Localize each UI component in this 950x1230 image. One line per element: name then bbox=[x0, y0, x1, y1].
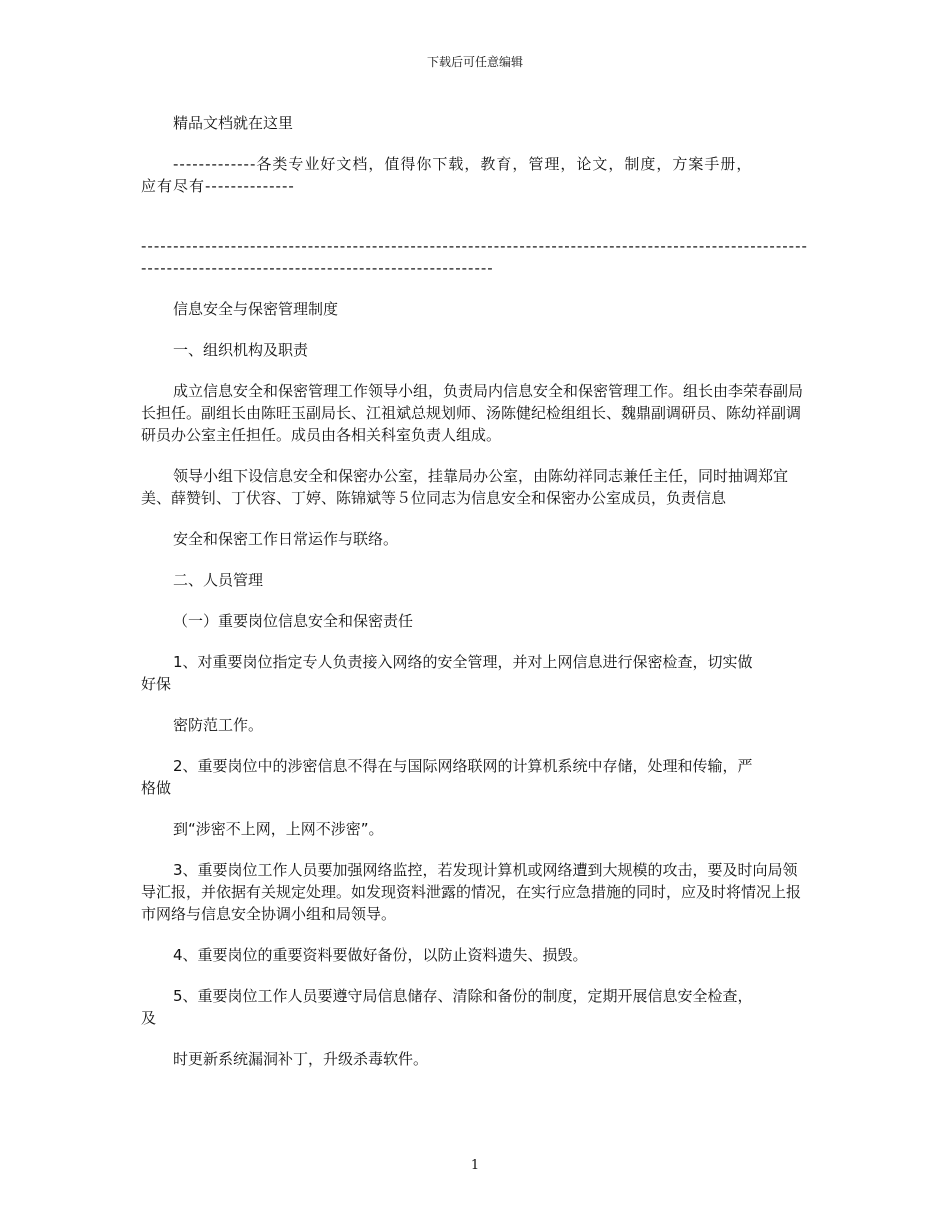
page-number: 1 bbox=[470, 1158, 480, 1173]
list-item: 1、对重要岗位指定专人负责接入网络的安全管理，并对上网信息进行保密检查，切实做 bbox=[173, 653, 753, 671]
paragraph: 领导小组下设信息安全和保密办公室，挂靠局办公室，由陈幼祥同志兼任主任，同时抽调郑宜美、薛赞钊、丁伏容、丁婷、陈锦斌等５位同志为信息安全和保密办公室成员，负责信息 bbox=[141, 467, 789, 507]
section-heading: 二、人员管理 bbox=[173, 571, 264, 589]
list-item: 3、重要岗位工作人员要加强网络监控，若发现计算机或网络遭到大规模的攻击，要及时向局领导汇报，并依据有关规定处理。如发现资料泄露的情况，在实行应急措施的同时，应及时将情况上报市网络与信息安全协调小组和局领导。 bbox=[141, 861, 802, 923]
list-item-wrap: 格做 bbox=[141, 779, 172, 797]
list-item-wrap: 及 bbox=[141, 1009, 157, 1027]
list-item-continuation: 时更新系统漏洞补丁，升级杀毒软件。 bbox=[173, 1050, 429, 1068]
page-header: 下载后可任意编辑 bbox=[426, 55, 523, 69]
doc-title: 信息安全与保密管理制度 bbox=[173, 300, 339, 318]
list-item: 2、重要岗位中的涉密信息不得在与国际网络联网的计算机系统中存储，处理和传输，严 bbox=[173, 757, 753, 775]
banner-line-2: 应有尽有-------------- bbox=[141, 177, 295, 195]
list-item-continuation: 到“涉密不上网，上网不涉密”。 bbox=[173, 820, 384, 838]
document-body bbox=[141, 112, 809, 1070]
separator-line: --------------------------------------------------------------------------------------------------------------------------------------------------------------- bbox=[141, 237, 808, 277]
banner-line-1: -------------各类专业好文档，值得你下载，教育，管理，论文，制度，方案手册， bbox=[173, 155, 753, 173]
list-item-continuation: 密防范工作。 bbox=[173, 716, 264, 734]
list-item: 4、重要岗位的重要资料要做好备份，以防止资料遗失、损毁。 bbox=[173, 946, 588, 964]
paragraph: 成立信息安全和保密管理工作领导小组，负责局内信息安全和保密管理工作。组长由李荣春副局长担任。副组长由陈旺玉副局长、江祖斌总规划师、汤陈健纪检组组长、魏鼎副调研员、陈幼祥副调研员办公室主任担任。成员由各相关科室负责人组成。 bbox=[141, 382, 804, 444]
intro-title: 精品文档就在这里 bbox=[173, 114, 294, 132]
list-item: 5、重要岗位工作人员要遵守局信息储存、清除和备份的制度，定期开展信息安全检查， bbox=[173, 987, 753, 1005]
paragraph-continuation: 安全和保密工作日常运作与联络。 bbox=[173, 530, 399, 548]
list-item-wrap: 好保 bbox=[141, 675, 172, 693]
section-heading: 一、组织机构及职责 bbox=[173, 341, 309, 359]
subsection-heading: （一）重要岗位信息安全和保密责任 bbox=[173, 612, 414, 630]
